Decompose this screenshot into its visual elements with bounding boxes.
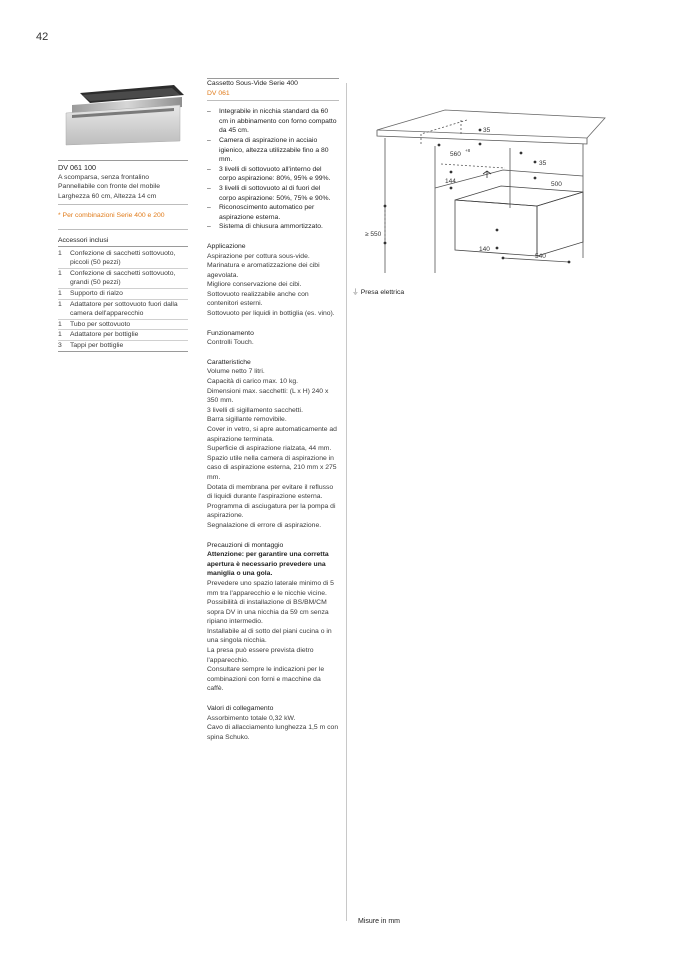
dim-540: 540: [535, 253, 546, 260]
list-item: 3 Tappi per bottiglie: [58, 341, 188, 352]
dim-140: 140: [479, 246, 490, 253]
list-item: – Camera di aspirazione in acciaio igienico, altezza utilizzabile fino a 80 mm.: [207, 136, 339, 165]
text-line: Dimensioni max. sacchetti: (L x H) 240 x 350 mm.: [207, 387, 329, 405]
installation-diagram: [355, 108, 610, 280]
feature-list: [207, 107, 339, 232]
dim-560-tolerance: +8: [465, 148, 471, 153]
text-line: Dotata di membrana per evitare il reflusso di liquidi durante l'aspirazione esterna.: [207, 483, 334, 501]
text-line: Cavo di allacciamento lunghezza 1,5 m con spina Schuko.: [207, 724, 339, 741]
text-line: Segnalazione di errore di aspirazione.: [207, 521, 322, 529]
model-code: DV 061: [207, 89, 230, 97]
dim-35-top: 35: [483, 127, 491, 134]
text-line: Assorbimento totale 0,32 kW.: [207, 714, 296, 722]
text-line: Aspirazione per cottura sous-vide.: [207, 252, 310, 260]
text-line: Sottovuoto realizzabile anche con contenitori esterni.: [207, 290, 309, 308]
section-title: Funzionamento: [207, 329, 254, 337]
list-item: 1 Adattatore per bottiglie: [58, 330, 188, 341]
list-item: 1 Confezione di sacchetti sottovuoto, grandi (50 pezzi): [58, 269, 188, 289]
text-line: Prevedere uno spazio laterale minimo di 5 mm tra l'apparecchio e le nicchie vicine.: [207, 579, 334, 597]
text-line: Capacità di carico max. 10 kg.: [207, 378, 299, 386]
list-item: – Riconoscimento automatico per aspirazione esterna.: [207, 203, 339, 222]
list-item: 1 Supporto di rialzo: [58, 289, 188, 300]
text-line: Volume netto 7 litri.: [207, 368, 265, 376]
footer-note: Misure in mm: [358, 918, 401, 925]
list-item: – Integrabile in nicchia standard da 60 cm in abbinamento con forno compatto da 45 cm.: [207, 107, 339, 136]
mounting-title: Precauzioni di montaggio: [207, 541, 284, 549]
section-title: Caratteristiche: [207, 358, 251, 366]
product-desc-3: Larghezza 60 cm, Altezza 14 cm: [58, 192, 157, 200]
page-number: 42: [36, 31, 49, 43]
text-line: 3 livelli di sigillamento sacchetti.: [207, 406, 303, 414]
legend: [352, 286, 404, 296]
series-title: Cassetto Sous-Vide Serie 400: [207, 80, 298, 87]
product-code: DV 061 100: [58, 163, 96, 172]
legend-label: Presa elettrica: [360, 289, 405, 296]
product-desc-1: A scomparsa, senza frontalino: [58, 173, 150, 181]
accessories-list: [58, 249, 188, 352]
dim-144: 144: [445, 178, 456, 185]
text-line: Migliore conservazione dei cibi.: [207, 281, 302, 289]
text-line: Cover in vetro, si apre automaticamente ad aspirazione terminata.: [207, 426, 337, 443]
spec-column: [207, 78, 339, 742]
product-column: [58, 78, 188, 352]
text-line: Superficie di aspirazione rialzata, 44 mm.: [207, 445, 332, 453]
text-line: La presa può essere prevista dietro l'apparecchio.: [207, 647, 314, 664]
column-divider: [346, 83, 347, 921]
dim-550: ≥ 550: [365, 231, 382, 238]
accessories-title: Accessori inclusi: [58, 236, 188, 247]
dim-560: 560: [450, 151, 461, 158]
series-note: * Per combinazioni Serie 400 e 200: [58, 212, 165, 220]
connection-title: Valori di collegamento: [207, 705, 274, 713]
text-line: Installabile al di sotto del piani cucina o in una singola nicchia.: [207, 627, 332, 645]
section-title: Applicazione: [207, 242, 246, 250]
dim-500: 500: [551, 181, 562, 188]
text-line: Consultare sempre le indicazioni per le combinazioni con forni e macchine da caffè.: [207, 666, 325, 693]
text-line: Controlli Touch.: [207, 339, 254, 347]
list-item: – 3 livelli di sottovuoto al di fuori del corpo aspirazione: 50%, 75% e 90%.: [207, 184, 339, 203]
list-item: 1 Adattatore per sottovuoto fuori dalla camera dell'apparecchio: [58, 300, 188, 320]
mounting-warning: Attenzione: per garantire una corretta apertura è necessario prevedere una maniglia o una gola.: [207, 551, 329, 578]
plug-icon: ⏚: [352, 289, 359, 296]
text-line: Possibilità di installazione di BS/BM/CM sopra DV in una nicchia da 59 cm senza ripiano intermedio.: [207, 599, 329, 626]
text-line: Barra sigillante removibile.: [207, 416, 287, 424]
text-line: Spazio utile nella camera di aspirazione in caso di aspirazione esterna, 210 mm x 275 mm.: [207, 454, 337, 481]
text-line: Marinatura e aromatizzazione dei cibi agevolata.: [207, 262, 320, 279]
plug-icon: [483, 171, 491, 178]
list-item: – 3 livelli di sottovuoto all'interno del corpo aspirazione: 80%, 95% e 99%.: [207, 165, 339, 184]
dim-35-side: 35: [539, 160, 547, 167]
text-line: Programma di asciugatura per la pompa di aspirazione.: [207, 502, 336, 520]
list-item: 1 Tubo per sottovuoto: [58, 320, 188, 331]
text-line: Sottovuoto per liquidi in bottiglia (es. vino).: [207, 310, 335, 318]
list-item: 1 Confezione di sacchetti sottovuoto, piccoli (50 pezzi): [58, 249, 188, 269]
list-item: – Sistema di chiusura ammortizzato.: [207, 222, 339, 232]
product-desc-2: Pannellabile con fronte del mobile: [58, 183, 161, 191]
